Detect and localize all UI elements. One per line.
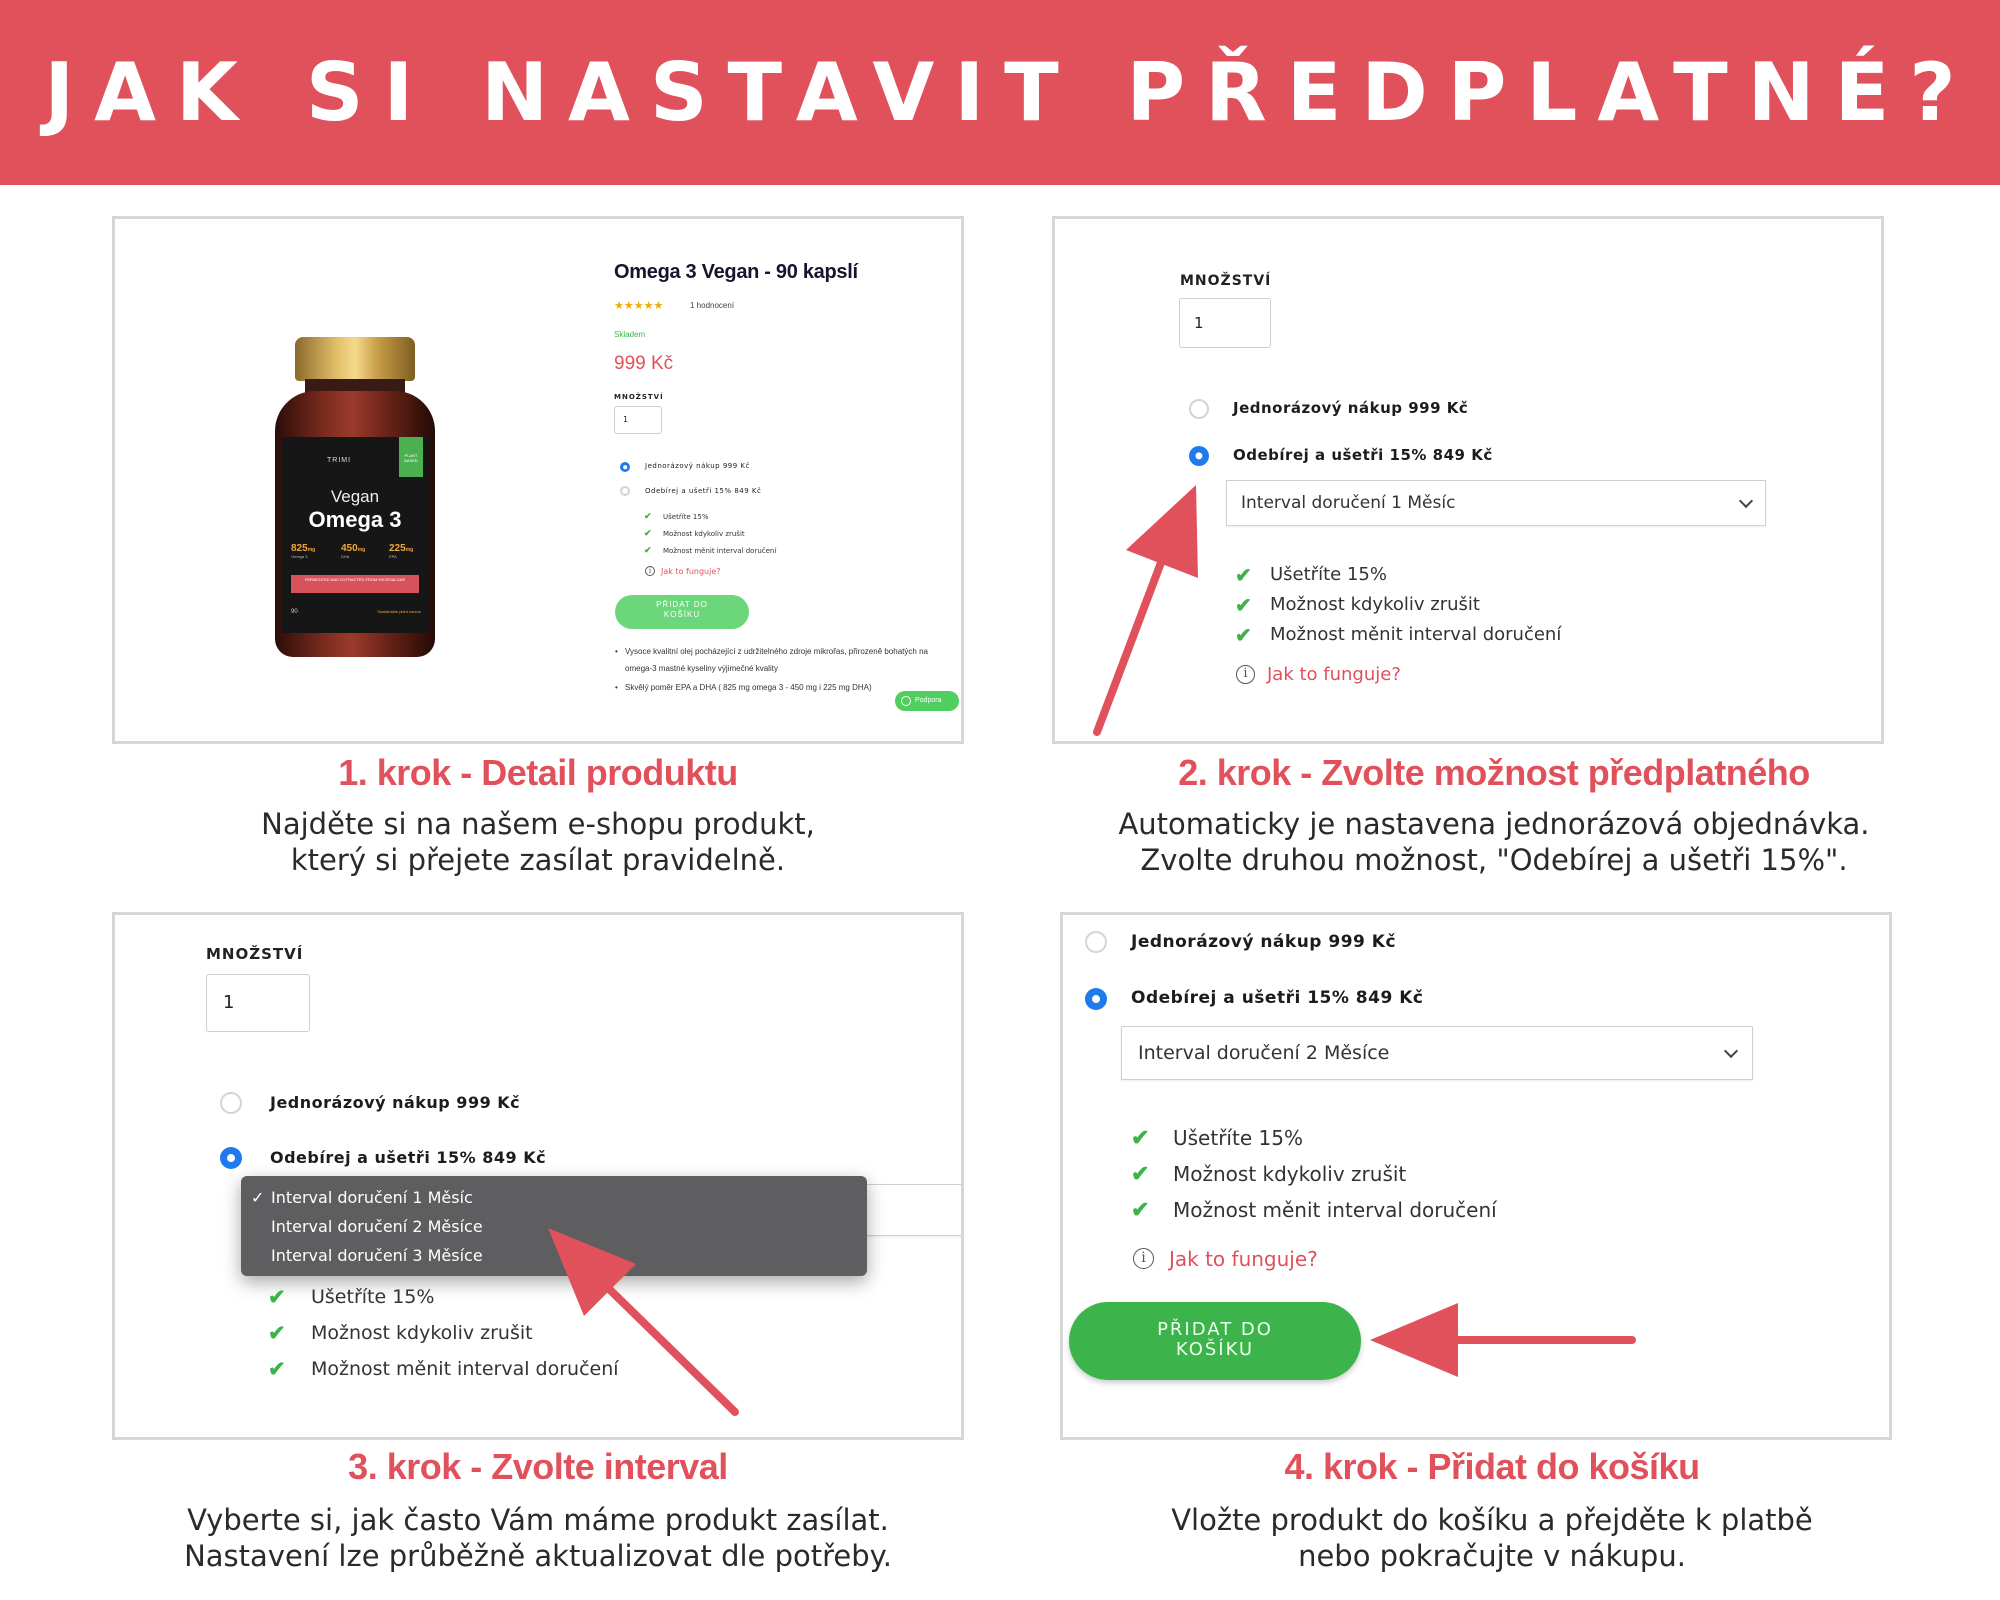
quantity-label: MNOŽSTVÍ [1180, 273, 1272, 289]
benefit-item: Možnost měnit interval doručení [663, 547, 777, 555]
check-icon: ✔ [1235, 565, 1252, 587]
step-1-heading: 1. krok - Detail produktu [338, 752, 738, 793]
red-arrow [1370, 1303, 1632, 1377]
option-one-time[interactable]: Jednorázový nákup 999 Kč [645, 462, 750, 470]
check-icon: ✔ [644, 511, 652, 521]
benefit-item: Možnost měnit interval doručení [311, 1358, 619, 1380]
step-2-description: Automaticky je nastavena jednorázová objednávka. Zvolte druhou možnost, "Odebírej a ušetři 15%". [1118, 807, 1870, 877]
bottle-count: 90 [291, 609, 298, 615]
red-arrow [548, 1228, 735, 1412]
dropdown-option-1[interactable]: ✓ Interval doručení 1 Měsíc [251, 1188, 473, 1207]
bottle-footer: Sustainable plant source [377, 609, 421, 614]
step-3-description: Vyberte si, jak často Vám máme produkt zasílat. Nastavení lze průběžně aktualizovat dle potřeby. [184, 1503, 892, 1573]
check-icon: ✔ [1235, 625, 1252, 647]
interval-select[interactable]: Interval doručení 1 Měsíc [1226, 480, 1766, 526]
check-icon: ✔ [644, 545, 652, 555]
product-price: 999 Kč [614, 353, 674, 374]
bottle-stat-3: 225mg EPA [389, 543, 414, 559]
stock-status: Skladem [614, 330, 646, 339]
benefit-item: Možnost kdykoliv zrušit [1270, 594, 1480, 615]
info-icon: i [1236, 665, 1255, 684]
check-icon: ✔ [1131, 1125, 1150, 1150]
check-icon: ✔ [644, 528, 652, 538]
quantity-label: MNOŽSTVÍ [206, 945, 304, 963]
option-one-time[interactable]: Jednorázový nákup 999 Kč [270, 1093, 521, 1112]
info-icon: i [1133, 1248, 1154, 1269]
benefit-item: Ušetříte 15% [1173, 1126, 1303, 1150]
option-one-time[interactable]: Jednorázový nákup 999 Kč [1131, 932, 1397, 952]
plant-based-badge: PLANT BASED [399, 437, 423, 477]
check-icon: ✔ [1235, 595, 1252, 617]
benefit-item: Možnost kdykoliv zrušit [311, 1322, 533, 1344]
list-item: • Vysoce kvalitní olej pocházející z udržitelného zdroje mikrořas, přirozeně bohatých na omega-3 mastné kyseliny výjimečné kvality [615, 647, 928, 673]
add-to-cart-button[interactable]: PŘIDAT DO KOŠÍKU [1069, 1302, 1361, 1380]
step-2-heading: 2. krok - Zvolte možnost předplatného [1178, 752, 1810, 793]
product-name: Omega 3 Vegan - 90 kapslí [614, 261, 858, 283]
check-icon: ✔ [268, 1358, 286, 1381]
option-subscribe[interactable]: Odebírej a ušetři 15% 849 Kč [1233, 446, 1493, 464]
benefit-item: Ušetříte 15% [1270, 564, 1387, 585]
step-4-heading: 4. krok - Přidat do košíku [1284, 1446, 1700, 1487]
how-it-works-link[interactable]: Jak to funguje? [661, 567, 721, 576]
interval-select[interactable]: Interval doručení 2 Měsíce [1121, 1026, 1753, 1080]
step-1-description: Najděte si na našem e-shopu produkt, který si přejete zasílat pravidelně. [261, 807, 815, 877]
bottle-line1: Vegan [330, 487, 380, 506]
how-it-works-link[interactable]: Jak to funguje? [1267, 664, 1401, 685]
support-button[interactable]: Podpora [895, 691, 959, 711]
benefit-item: Možnost měnit interval doručení [1173, 1198, 1497, 1222]
quantity-label: MNOŽSTVÍ [614, 393, 664, 401]
bottle-band: FERMENTED AND EXTRACTED FROM MICROALGAE [291, 575, 419, 593]
dropdown-option-2[interactable]: Interval doručení 2 Měsíce [271, 1217, 483, 1236]
option-one-time[interactable]: Jednorázový nákup 999 Kč [1233, 399, 1469, 417]
check-icon: ✔ [1131, 1161, 1150, 1186]
option-subscribe[interactable]: Odebírej a ušetři 15% 849 Kč [1131, 988, 1424, 1008]
quantity-input[interactable]: 1 [206, 974, 310, 1032]
dropdown-option-3[interactable]: Interval doručení 3 Měsíce [271, 1246, 483, 1265]
list-item: • Skvělý poměr EPA a DHA ( 825 mg omega 3 - 450 mg i 225 mg DHA) [615, 683, 872, 692]
benefit-item: Ušetříte 15% [311, 1286, 435, 1308]
check-icon: ✔ [268, 1286, 286, 1309]
check-icon: ✔ [268, 1322, 286, 1345]
info-icon: i [645, 566, 655, 576]
how-it-works-link[interactable]: Jak to funguje? [1169, 1247, 1318, 1271]
benefit-item: Možnost kdykoliv zrušit [1173, 1162, 1407, 1186]
rating-stars: ★★★★★ [614, 299, 664, 312]
add-to-cart-button[interactable]: PŘIDAT DO KOŠÍKU [615, 595, 749, 629]
rating-count: 1 hodnocení [690, 301, 735, 310]
quantity-input[interactable]: 1 [1179, 298, 1271, 348]
quantity-input[interactable]: 1 [614, 406, 662, 434]
benefit-item: Ušetříte 15% [663, 513, 709, 521]
bottle-stat-2: 450mg DHA [341, 543, 366, 559]
step-4-description: Vložte produkt do košíku a přejděte k platbě nebo pokračujte v nákupu. [1171, 1503, 1813, 1573]
red-arrow [1097, 485, 1198, 732]
checkmark-icon: ✓ [251, 1188, 265, 1207]
option-subscribe[interactable]: Odebírej a ušetři 15% 849 Kč [645, 487, 762, 495]
check-icon: ✔ [1131, 1197, 1150, 1222]
bottle-stat-1: 825mg Omega 3 [291, 543, 316, 559]
bottle-line2: Omega 3 [308, 507, 402, 532]
benefit-item: Možnost kdykoliv zrušit [663, 530, 745, 538]
option-subscribe[interactable]: Odebírej a ušetři 15% 849 Kč [270, 1148, 547, 1167]
page-title: JAK SI NASTAVIT PŘEDPLATNÉ? [44, 46, 1976, 139]
benefit-item: Možnost měnit interval doručení [1270, 624, 1562, 645]
step-3-heading: 3. krok - Zvolte interval [348, 1446, 728, 1487]
brand-logo: TRIMI [327, 457, 352, 464]
